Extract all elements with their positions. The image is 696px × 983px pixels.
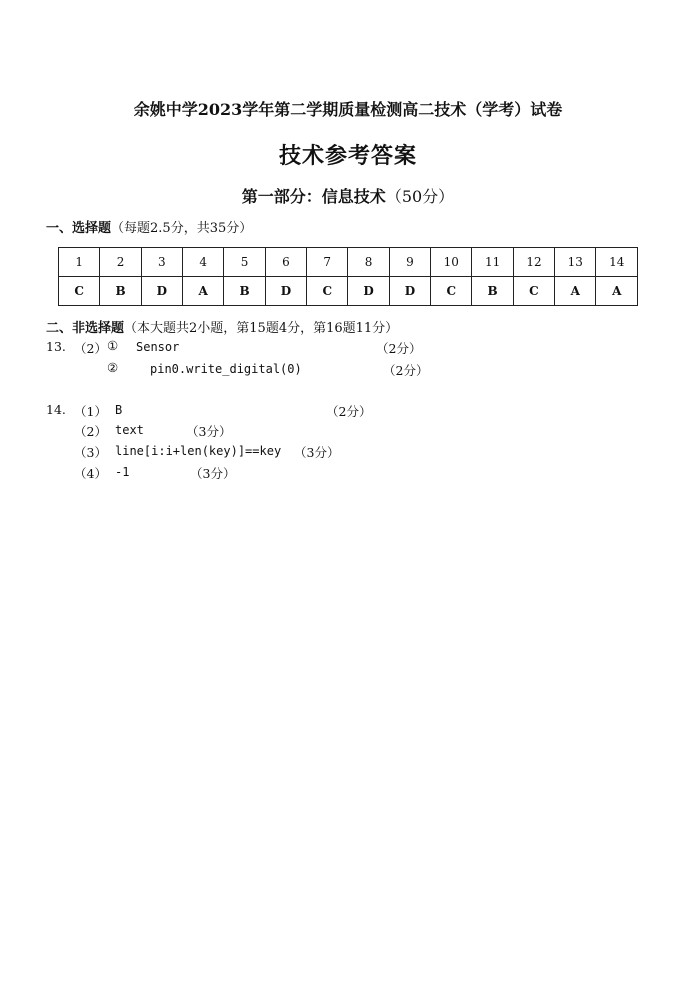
answer-cell: C [59,277,100,306]
question-number: 12 [513,248,554,277]
question-number: 4 [183,248,224,277]
q14-number: 14. [46,402,66,417]
question-number: 9 [389,248,430,277]
question-number: 13 [555,248,596,277]
question-number-row [59,248,638,277]
q14-answer: -1 [115,465,130,479]
section1-title: 一、选择题 [46,221,112,236]
answer-cell: A [596,277,638,306]
q14-answer: line[i:i+len(key)]==key [115,444,282,458]
q14-answer: B [115,403,123,417]
answer-cell: C [431,277,472,306]
answer-cell: B [100,277,141,306]
question-number: 5 [224,248,265,277]
section2-heading [46,317,398,336]
answer-cell: C [513,277,554,306]
q13-answer-1: Sensor [136,340,180,354]
question-number: 7 [307,248,348,277]
section1-note: （每题2.5分，共35分） [111,221,253,236]
question-number: 10 [431,248,472,277]
question-number: 8 [348,248,389,277]
q14-score: （3分） [294,445,340,460]
answer-cell: D [389,277,430,306]
q14-score: （2分） [326,404,372,419]
section2-note: （本大题共2小题，第15题4分，第16题11分） [124,321,399,336]
part-name: 第一部分：信息技术 [241,187,386,206]
q14-score: （3分） [186,424,232,439]
q13-score-2: （2分） [383,363,429,378]
q14-part: （2） [74,424,107,439]
answer-row [59,277,638,306]
answer-cell: C [307,277,348,306]
answer-cell: B [472,277,513,306]
exam-title: 余姚中学2023学年第二学期质量检测高二技术（学考）试卷 [133,100,563,119]
q13-number: 13. [46,339,66,354]
answer-cell: A [555,277,596,306]
question-number: 6 [265,248,306,277]
answer-cell: B [224,277,265,306]
question-number: 2 [100,248,141,277]
question-number: 3 [141,248,182,277]
question-number: 11 [472,248,513,277]
question-number: 1 [59,248,100,277]
q14-answer: text [115,423,144,437]
answer-cell: D [265,277,306,306]
answer-cell: D [141,277,182,306]
q14-part: （4） [74,466,107,481]
answer-cell: D [348,277,389,306]
answer-key-title: 技术参考答案 [278,143,417,169]
q13-score-1: （2分） [376,341,422,356]
section2-title: 二、非选择题 [46,321,125,336]
part-score: （50分） [385,187,455,206]
q13-part: （2） [74,341,107,356]
part-title [0,184,696,207]
answer-cell: A [183,277,224,306]
q13-mark-1: ① [107,338,119,353]
question-number: 14 [596,248,638,277]
q14-part: （1） [74,404,107,419]
q14-part: （3） [74,445,107,460]
q14-score: （3分） [190,466,236,481]
q13-mark-2: ② [107,360,119,375]
answer-table [58,247,638,306]
section1-heading [46,217,252,236]
q13-answer-2: pin0.write_digital(0) [150,362,302,376]
